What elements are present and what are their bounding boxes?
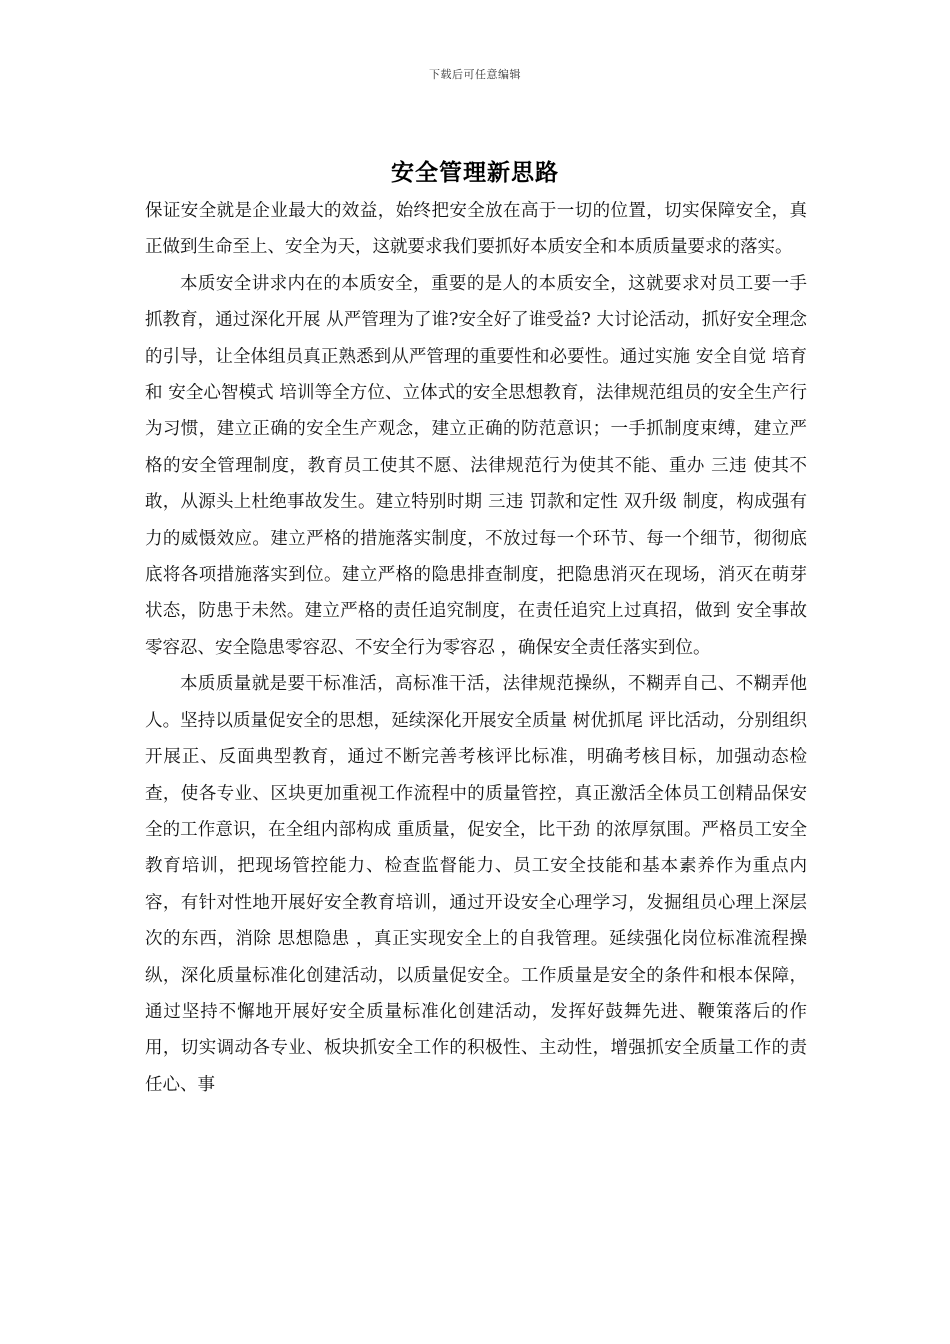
document-title: 安全管理新思路 — [391, 159, 559, 186]
header-note: 下载后可任意编辑 — [429, 68, 521, 81]
document-body — [145, 193, 807, 1103]
paragraph-intrinsic-safety: 本质安全讲求内在的本质安全，重要的是人的本质安全，这就要求对员工要一手抓教育，通过深化开展 从严管理为了谁?安全好了谁受益? 大讨论活动，抓好安全理念的引导，让全体组员真正熟悉到从严管理的重要性和必要性。通过实施 安全自觉 培育和 安全心智模式 培训等全方位、立体式的安全思想教育，法律规范组员的安全生产行为习惯，建立正确的安全生产观念，建立正确的防范意识；一手抓制度束缚，建立严格的安全管理制度，教育员工使其不愿、法律规范行为使其不能、重办 三违 使其不敢，从源头上杜绝事故发生。建立特别时期 三违 罚款和定性 双升级 制度，构成强有力的威慑效应。建立严格的措施落实制度，不放过每一个环节、每一个细节，彻彻底底将各项措施落实到位。建立严格的隐患排查制度，把隐患消灭在现场，消灭在萌芽状态，防患于未然。建立严格的责任追究制度，在责任追究上过真招，做到 安全事故零容忍、安全隐患零容忍、不安全行为零容忍 ，确保安全责任落实到位。 — [145, 273, 807, 658]
paragraph-intro: 保证安全就是企业最大的效益，始终把安全放在高于一切的位置，切实保障安全，真正做到生命至上、安全为天，这就要求我们要抓好本质安全和本质质量要求的落实。 — [145, 201, 807, 258]
paragraph-intrinsic-quality: 本质质量就是要干标准活，高标准干活，法律规范操纵，不糊弄自己、不糊弄他人。坚持以质量促安全的思想，延续深化开展安全质量 树优抓尾 评比活动，分别组织开展正、反面典型教育，通过不断完善考核评比标准，明确考核目标，加强动态检查，使各专业、区块更加重视工作流程中的质量管控，真正激活全体员工创精品保安全的工作意识，在全组内部构成 重质量，促安全，比干劲 的浓厚氛围。严格员工安全教育培训，把现场管控能力、检查监督能力、员工安全技能和基本素养作为重点内容，有针对性地开展好安全教育培训，通过开设安全心理学习，发掘组员心理上深层次的东西，消除 思想隐患 ，真正实现安全上的自我管理。延续强化岗位标准流程操纵，深化质量标准化创建活动，以质量促安全。工作质量是安全的条件和根本保障，通过坚持不懈地开展好安全质量标准化创建活动，发挥好鼓舞先进、鞭策落后的作用，切实调动各专业、板块抓安全工作的积极性、主动性，增强抓安全质量工作的责任心、事 — [145, 674, 807, 1095]
